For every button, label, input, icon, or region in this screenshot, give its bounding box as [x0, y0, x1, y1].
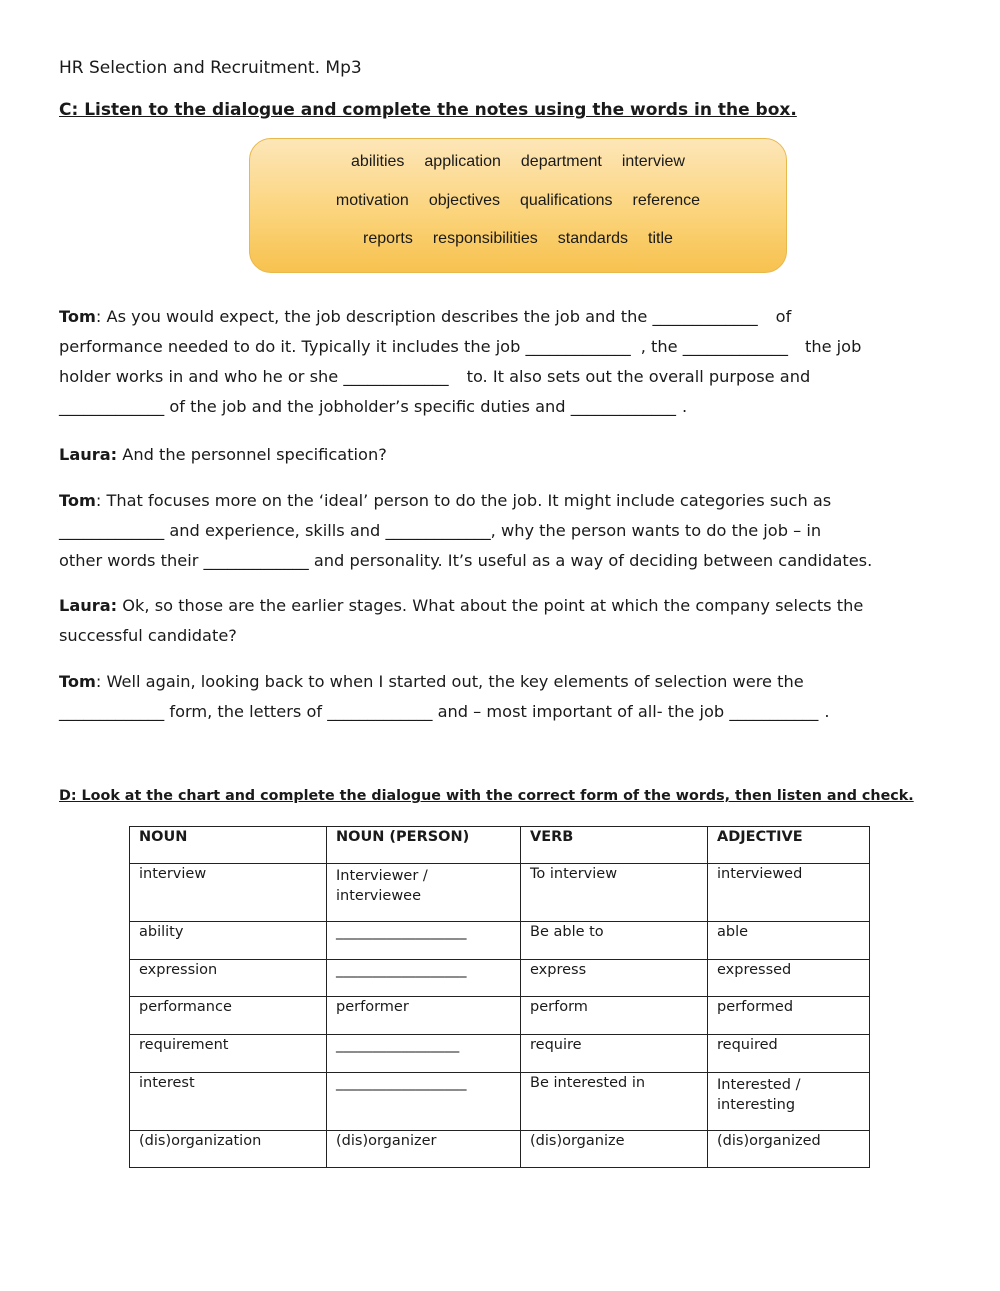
word-box [249, 138, 787, 273]
table-row [130, 960, 870, 997]
dialogue-text: and – most important of all- the job [432, 702, 730, 721]
table-row [130, 1073, 870, 1131]
dialogue-line [59, 302, 939, 332]
dialogue-line [59, 516, 939, 546]
word-box-word: motivation [335, 192, 409, 209]
table-cell: Be interested in [521, 1073, 708, 1131]
dialogue-text: form, the letters of [164, 702, 328, 721]
dialogue-text: and experience, skills and [164, 521, 386, 540]
answer-blank[interactable]: ___________ [729, 702, 819, 721]
answer-blank[interactable]: _____________ [682, 337, 788, 356]
table-cell: perform [521, 997, 708, 1035]
answer-blank[interactable]: _____________ [59, 397, 165, 416]
word-box-word: standards [557, 230, 629, 247]
table-cell: requirement [130, 1035, 327, 1073]
dialogue-paragraph [59, 440, 939, 470]
section-d-heading: D: Look at the chart and complete the dialogue with the correct form of the words, then listen and check. [59, 788, 914, 804]
table-cell: performance [130, 997, 327, 1035]
dialogue-text: to. It also sets out the overall purpose and [466, 367, 811, 386]
dialogue-text: , the [640, 337, 683, 356]
cell-text: interesting [717, 1097, 796, 1113]
dialogue-line [59, 362, 939, 392]
table-cell-blank[interactable]: __________________ [327, 922, 521, 960]
table-cell [327, 864, 521, 922]
table-cell-blank[interactable]: __________________ [327, 1073, 521, 1131]
answer-blank[interactable]: _____________ [385, 521, 491, 540]
table-row [130, 1035, 870, 1073]
word-box-word: application [424, 153, 501, 170]
word-box-word: responsibilities [432, 230, 538, 247]
table-cell: (dis)organize [521, 1131, 708, 1168]
dialogue-line [59, 621, 939, 651]
dialogue-text: , why the person wants to do the job – in [490, 521, 822, 540]
dialogue-text: the job [804, 337, 862, 356]
dialogue-line [59, 591, 939, 621]
answer-blank[interactable]: _____________ [525, 337, 631, 356]
dialogue-line [59, 667, 939, 697]
answer-blank[interactable]: _____________ [652, 307, 758, 326]
cell-text: interviewee [336, 888, 422, 904]
word-forms-table [129, 826, 870, 1168]
table-row [130, 864, 870, 922]
cell-text: Interviewer / [336, 868, 428, 884]
dialogue-paragraph [59, 591, 939, 651]
dialogue-paragraph [59, 486, 939, 576]
table-cell: express [521, 960, 708, 997]
table-cell: (dis)organized [708, 1131, 870, 1168]
speaker-name: Tom [59, 491, 96, 510]
speaker-name: Tom [59, 307, 96, 326]
table-cell: (dis)organizer [327, 1131, 521, 1168]
table-cell: performed [708, 997, 870, 1035]
speaker-name: Laura: [59, 596, 118, 615]
word-box-word: reference [632, 192, 701, 209]
answer-blank[interactable]: _____________ [203, 551, 309, 570]
table-cell-blank[interactable]: __________________ [327, 960, 521, 997]
dialogue-text: other words their [59, 551, 204, 570]
dialogue-text: and personality. It’s useful as a way of deciding between candidates. [308, 551, 873, 570]
dialogue-text: : As you would expect, the job description describes the job and the [95, 307, 653, 326]
dialogue-text: : Well again, looking back to when I started out, the key elements of selection were the [95, 672, 804, 691]
answer-blank[interactable]: _____________ [59, 702, 165, 721]
column-header: VERB [521, 827, 708, 864]
table-cell [708, 1073, 870, 1131]
column-header: NOUN (PERSON) [327, 827, 521, 864]
table-cell: able [708, 922, 870, 960]
dialogue-text: Ok, so those are the earlier stages. What about the point at which the company selects the [117, 596, 864, 615]
table-cell: interest [130, 1073, 327, 1131]
table-cell: ability [130, 922, 327, 960]
answer-blank[interactable]: _____________ [570, 397, 676, 416]
dialogue-text: performance needed to do it. Typically it includes the job [59, 337, 526, 356]
speaker-name: Tom [59, 672, 96, 691]
table-cell: To interview [521, 864, 708, 922]
answer-blank[interactable]: _____________ [343, 367, 449, 386]
dialogue-text: . [824, 702, 830, 721]
dialogue-paragraph [59, 302, 939, 422]
cell-text: Interested / [717, 1077, 801, 1093]
dialogue-line [59, 697, 939, 727]
table-cell: expressed [708, 960, 870, 997]
table-cell: interviewed [708, 864, 870, 922]
word-box-row [250, 153, 786, 171]
word-box-word: objectives [428, 192, 500, 209]
table-cell: required [708, 1035, 870, 1073]
table-cell: performer [327, 997, 521, 1035]
speaker-name: Laura: [59, 445, 118, 464]
dialogue-text: holder works in and who he or she [59, 367, 344, 386]
table-row [130, 922, 870, 960]
word-box-word: title [648, 230, 673, 247]
table-cell: (dis)organization [130, 1131, 327, 1168]
dialogue-text: of [775, 307, 792, 326]
section-c-heading: C: Listen to the dialogue and complete the notes using the words in the box. [59, 100, 797, 120]
dialogue-text: . [681, 397, 688, 416]
dialogue-line [59, 546, 939, 576]
word-box-row [250, 192, 786, 210]
document-title: HR Selection and Recruitment. Mp3 [59, 58, 362, 78]
column-header: ADJECTIVE [708, 827, 870, 864]
word-box-word: department [520, 153, 602, 170]
table-cell: Be able to [521, 922, 708, 960]
word-box-word: abilities [351, 153, 405, 170]
dialogue-paragraph [59, 667, 939, 727]
table-row [130, 1131, 870, 1168]
dialogue-line [59, 440, 939, 470]
table-cell: require [521, 1035, 708, 1073]
table-cell: expression [130, 960, 327, 997]
dialogue-text: successful candidate? [59, 626, 237, 645]
answer-blank[interactable]: _____________ [59, 521, 165, 540]
dialogue-text: : That focuses more on the ‘ideal’ person to do the job. It might include categories such as [95, 491, 832, 510]
word-box-row [250, 230, 786, 248]
word-box-word: reports [363, 230, 413, 247]
table-cell: interview [130, 864, 327, 922]
word-box-word: qualifications [519, 192, 613, 209]
column-header: NOUN [130, 827, 327, 864]
dialogue-line [59, 392, 939, 422]
dialogue-line [59, 332, 939, 362]
table-cell-blank[interactable]: _________________ [327, 1035, 521, 1073]
table-row [130, 997, 870, 1035]
table-header-row [130, 827, 870, 864]
dialogue-text: of the job and the jobholder’s specific duties and [164, 397, 571, 416]
dialogue-line [59, 486, 939, 516]
answer-blank[interactable]: _____________ [327, 702, 433, 721]
word-box-word: interview [621, 153, 685, 170]
dialogue-text: And the personnel specification? [117, 445, 387, 464]
